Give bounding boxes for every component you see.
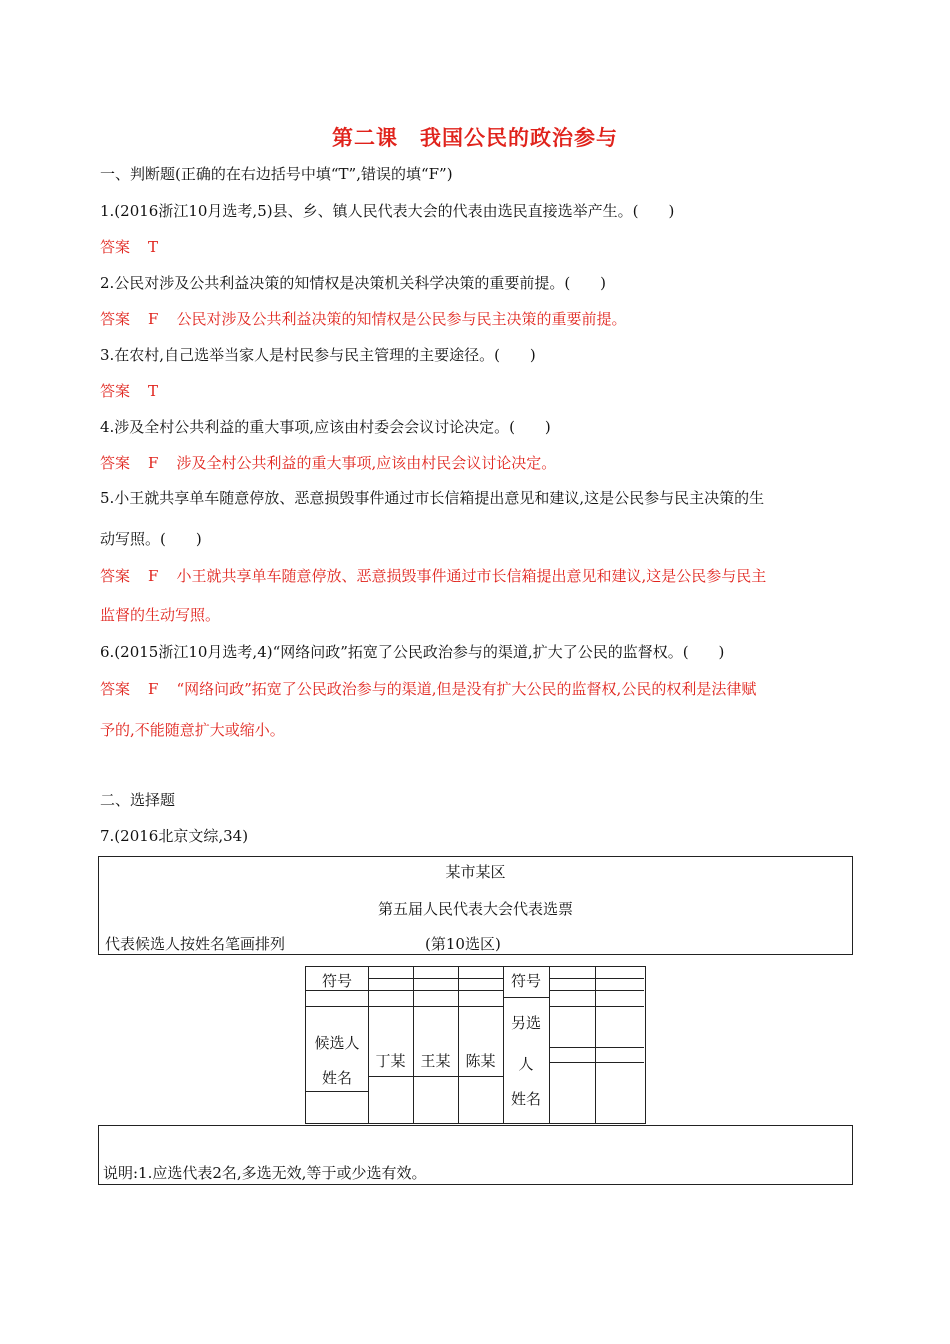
answer-2 — [100, 308, 626, 329]
answer-3 — [100, 380, 158, 401]
answer-explanation: 公民对涉及公共利益决策的知情权是公民参与民主决策的重要前提。 — [176, 310, 627, 328]
ballot-note: 说明:1.应选代表2名,多选无效,等于或少选有效。 — [103, 1164, 427, 1182]
answer-5-line2: 监督的生动写照。 — [100, 606, 221, 624]
candidate-name: 丁某 — [375, 1052, 406, 1070]
question-2: 2.公民对涉及公共利益决策的知情权是决策机关科学决策的重要前提。( ) — [100, 274, 607, 292]
question-7: 7.(2016北京文综,34) — [100, 827, 249, 845]
answer-label: 答案 — [100, 238, 131, 256]
answer-key: F — [148, 567, 159, 585]
answer-5 — [100, 565, 766, 586]
answer-label: 答案 — [100, 680, 131, 698]
ballot-header — [98, 856, 853, 955]
other-candidate-label: 另选 — [510, 1014, 541, 1032]
other-candidate-label-3: 姓名 — [510, 1090, 541, 1108]
section2-heading: 二、选择题 — [100, 791, 176, 809]
page-title: 第二课 我国公民的政治参与 — [332, 125, 618, 150]
answer-key: F — [148, 310, 159, 328]
candidate-name: 陈某 — [465, 1052, 496, 1070]
answer-key: F — [148, 680, 159, 698]
symbol-label: 符号 — [321, 972, 352, 990]
answer-label: 答案 — [100, 310, 131, 328]
question-5-line1: 5.小王就共享单车随意停放、恶意损毁事件通过市长信箱提出意见和建议,这是公民参与民主决策的生 — [100, 489, 765, 507]
question-3: 3.在农村,自己选举当家人是村民参与民主管理的主要途径。( ) — [100, 346, 536, 364]
answer-6 — [100, 678, 756, 699]
ballot-title: 第五届人民代表大会代表选票 — [377, 900, 573, 918]
answer-explanation: 涉及全村公共利益的重大事项,应该由村民会议讨论决定。 — [176, 454, 557, 472]
candidate-label: 候选人 — [314, 1034, 360, 1052]
answer-1 — [100, 236, 158, 257]
answer-6-line2: 予的,不能随意扩大或缩小。 — [100, 721, 285, 739]
symbol-label-other: 符号 — [510, 972, 541, 990]
answer-label: 答案 — [100, 382, 131, 400]
answer-key: T — [148, 382, 159, 400]
question-6: 6.(2015浙江10月选考,4)“网络问政”拓宽了公民政治参与的渠道,扩大了公民的监督权。( ) — [100, 643, 725, 661]
answer-key: T — [148, 238, 159, 256]
answer-explanation: “网络问政”拓宽了公民政治参与的渠道,但是没有扩大公民的监督权,公民的权利是法律赋 — [176, 680, 757, 698]
answer-4 — [100, 452, 556, 473]
ballot-grid — [305, 966, 646, 1124]
section1-heading: 一、判断题(正确的在右边括号中填“T”,错误的填“F”) — [100, 165, 453, 183]
candidate-label-2: 姓名 — [321, 1069, 352, 1087]
question-1: 1.(2016浙江10月选考,5)县、乡、镇人民代表大会的代表由选民直接选举产生。( ) — [100, 202, 675, 220]
ballot-note-box — [98, 1125, 853, 1185]
answer-label: 答案 — [100, 454, 131, 472]
candidate-name: 王某 — [420, 1052, 451, 1070]
answer-label: 答案 — [100, 567, 131, 585]
answer-explanation: 小王就共享单车随意停放、恶意损毁事件通过市长信箱提出意见和建议,这是公民参与民主 — [176, 567, 767, 585]
question-5-line2: 动写照。( ) — [100, 530, 202, 548]
question-4: 4.涉及全村公共利益的重大事项,应该由村委会会议讨论决定。( ) — [100, 418, 551, 436]
answer-key: F — [148, 454, 159, 472]
ballot-district-name: 某市某区 — [445, 863, 506, 881]
ballot-district-number: (第10选区) — [425, 935, 501, 953]
other-candidate-label-2: 人 — [518, 1055, 534, 1073]
ballot-order-note: 代表候选人按姓名笔画排列 — [105, 935, 286, 953]
